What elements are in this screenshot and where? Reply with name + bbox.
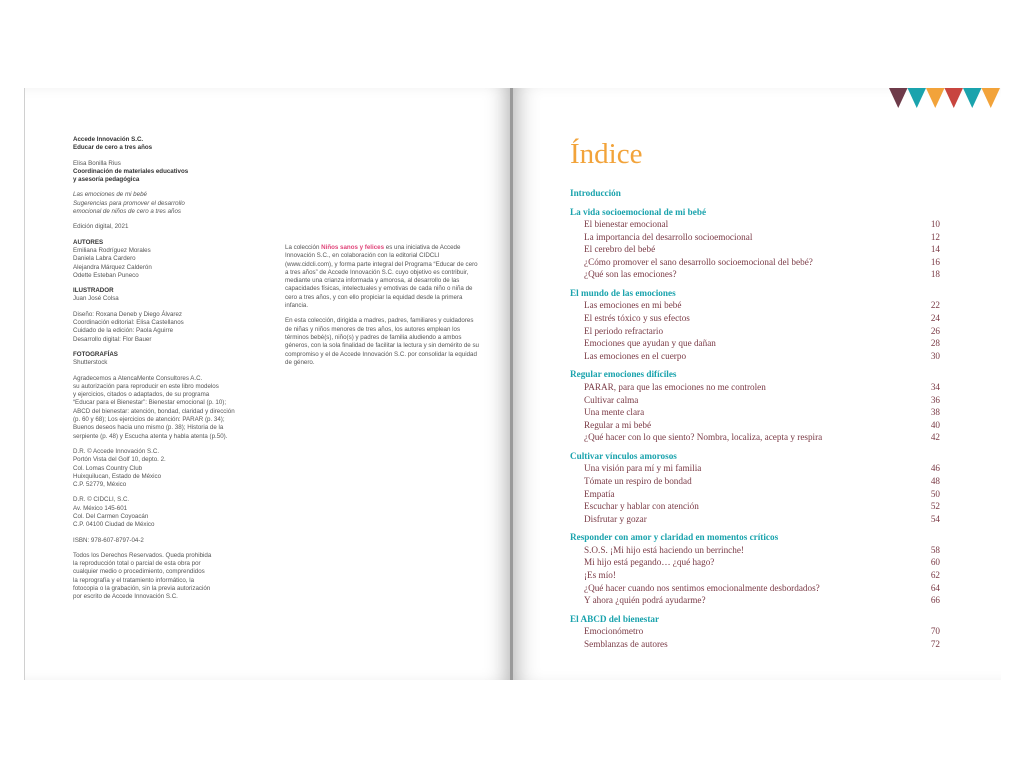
isbn: ISBN: 978-607-8797-04-2 xyxy=(73,536,144,544)
toc-entry-page: 54 xyxy=(930,513,940,524)
credit-line: su autorización para reproducir en este libro modelos xyxy=(73,382,219,390)
toc-entry-label: Semblanzas de autores xyxy=(584,638,668,649)
photos-heading: FOTOGRAFÍAS xyxy=(73,350,118,358)
toc-entry-label: Mi hijo está pegando… ¿qué hago? xyxy=(584,557,715,568)
toc-entry-page: 24 xyxy=(930,313,940,324)
toc-entry[interactable] xyxy=(570,218,940,231)
edition: Edición digital, 2021 xyxy=(73,223,129,231)
credit-line: ABCD del bienestar: atención, bondad, claridad y dirección xyxy=(73,407,235,415)
book-subtitle: Sugerencias para promover el desarrollo xyxy=(73,199,185,207)
credit-line: Daniela Labra Cardero xyxy=(73,255,136,263)
toc-entry[interactable] xyxy=(570,582,940,595)
photos-credit: Shutterstock xyxy=(73,359,108,367)
toc-entry[interactable] xyxy=(570,419,940,432)
credit-line: Av. México 145-601 xyxy=(73,504,128,512)
credit-line: Coordinación editorial: Elisa Castellanos xyxy=(73,319,184,327)
program-name: Educar de cero a tres años xyxy=(73,144,153,152)
credit-line: D.R. © CIDCLI, S.C. xyxy=(73,496,130,504)
toc-entry[interactable] xyxy=(570,243,940,256)
toc-entry[interactable] xyxy=(570,325,940,338)
toc-entry-label: Tómate un respiro de bondad xyxy=(584,476,692,486)
credit-line: la reprografía y el tratamiento informático, la xyxy=(73,576,195,584)
toc-entry-label: Emociones que ayudan y que dañan xyxy=(584,338,716,349)
credit-line: Emiliana Rodríguez Morales xyxy=(73,246,151,254)
credit-line: Huixquilucan, Estado de México xyxy=(73,472,162,480)
credit-line: D.R. © Accede Innovación S.C. xyxy=(73,447,160,455)
toc-entry[interactable] xyxy=(570,431,940,444)
collection-text: es una iniciativa de Accede Innovación S.C., en colaboración con la editorial CIDCLI (www.cidcli.com), y forma parte integral del Programa “Educar de cero a tres años” de Accede Innovación S.C. cuyo objetivo es contribuir, mediante una crianza informada y amorosa, al desarrollo de las capacidades físicas, intelectuales y emotivas de cada niño o niña de cero a tres años, y con ello propiciar la equidad desde la primera infancia. xyxy=(285,244,478,310)
toc-entry-label: El periodo refractario xyxy=(584,325,664,336)
toc-entry[interactable] xyxy=(570,462,940,475)
credit-line: Odette Esteban Puneco xyxy=(73,271,139,279)
toc-entry[interactable] xyxy=(570,513,940,526)
credit-line: (p. 60 y 68); Los ejercicios de atención: PARAR (p. 34); xyxy=(73,416,225,424)
credit-line: Cuidado de la edición: Paola Aguirre xyxy=(73,327,174,335)
right-page xyxy=(513,88,1001,680)
collection-paragraph xyxy=(285,244,480,310)
left-page xyxy=(24,88,512,680)
credit-line: la reproducción total o parcial de esta obra por xyxy=(73,560,201,568)
credit-line: Col. Lomas Country Club xyxy=(73,464,143,472)
toc-entry-page: 12 xyxy=(930,231,940,242)
credit-line: “Educar para el Bienestar”: Bienestar emocional (p. 10); xyxy=(73,399,227,407)
coordinator-role: Coordinación de materiales educativos xyxy=(73,167,189,175)
illustrator-name: Juan José Colsa xyxy=(73,295,119,303)
toc-entry-label: Una visión para mí y mi familia xyxy=(584,463,702,474)
toc-entry[interactable] xyxy=(570,594,940,607)
page-title: Índice xyxy=(570,138,643,170)
toc-entry-label: ¡Es mío! xyxy=(584,570,616,581)
toc-entry-label: Empatía xyxy=(584,488,615,499)
toc-entry-label: ¿Qué hacer con lo que siento? Nombra, localiza, acepta y respira xyxy=(584,432,823,443)
toc-entry-page: 22 xyxy=(930,300,940,311)
toc-section-heading[interactable]: El ABCD del bienestar xyxy=(570,613,660,624)
toc-entry-page: 66 xyxy=(930,595,940,606)
copyright-cidcli xyxy=(73,496,273,529)
toc-entry-label: El estrés tóxico y sus efectos xyxy=(584,313,690,324)
toc-entry-label: ¿Qué son las emociones? xyxy=(584,269,677,280)
credit-line: Alejandra Márquez Calderón xyxy=(73,263,152,271)
toc-intro[interactable]: Introducción xyxy=(570,188,621,198)
toc-entry-page: 48 xyxy=(930,476,940,486)
toc-entry-page: 60 xyxy=(930,557,940,568)
toc-entry-page: 30 xyxy=(930,350,940,361)
collection-paragraph: En esta colección, dirigida a madres, padres, familiares y cuidadores de niñas y niños menores de tres años, los autores emplean los términos bebé(s), niño(s) y padres de familia aludiendo a ambos géneros, con la sola finalidad de facilitar la lectura y sin demérito de su compromiso y el de Accede Innovación S.C. por consolidar la equidad de género. xyxy=(285,317,479,366)
collection-note xyxy=(285,244,480,367)
coordinator-role: y asesoría pedagógica xyxy=(73,176,140,184)
pennant-flag xyxy=(908,88,927,108)
toc-entry-label: S.O.S. ¡Mi hijo está haciendo un berrinche! xyxy=(584,544,744,555)
toc-entry[interactable] xyxy=(570,381,940,394)
pennant-flag xyxy=(945,88,964,108)
toc-entry-page: 14 xyxy=(930,244,940,255)
copyright-accede xyxy=(73,448,273,489)
credit-line: Buenos deseos hacia uno mismo (p. 38); Historia de la xyxy=(73,424,224,432)
credit-line: C.P. 52779, México xyxy=(73,481,127,489)
table-of-contents xyxy=(570,187,940,651)
coordinator-name: Elisa Bonilla Rius xyxy=(73,159,121,167)
book-spread xyxy=(24,88,1001,680)
toc-entry[interactable] xyxy=(570,337,940,350)
toc-entry-page: 18 xyxy=(930,269,940,280)
credit-line: por escrito de Accede Innovación S.C. xyxy=(73,593,178,601)
toc-entry-label: El bienestar emocional xyxy=(584,219,669,229)
toc-entry-page: 50 xyxy=(930,488,940,499)
toc-entry[interactable] xyxy=(570,350,940,363)
toc-entry[interactable] xyxy=(570,406,940,419)
toc-section-heading[interactable]: Cultivar vínculos amorosos xyxy=(570,450,677,461)
toc-section-heading[interactable]: El mundo de las emociones xyxy=(570,287,676,298)
credits-block xyxy=(73,136,273,602)
collection-name: Niños sanos y felices xyxy=(321,244,385,251)
org-name: Accede Innovación S.C. xyxy=(73,136,144,143)
toc-entry-label: Una mente clara xyxy=(584,407,645,418)
toc-entry-page: 10 xyxy=(930,219,940,229)
toc-entry[interactable] xyxy=(570,625,940,638)
rights-reserved xyxy=(73,552,273,602)
pennant-flag xyxy=(982,88,1001,108)
toc-entry-label: La importancia del desarrollo socioemocional xyxy=(584,231,753,242)
toc-entry-label: Emocionómetro xyxy=(584,626,644,637)
toc-entry-label: Y ahora ¿quién podrá ayudarme? xyxy=(584,595,706,606)
toc-entry-page: 42 xyxy=(930,432,940,443)
book-subtitle: emocional de niños de cero a tres años xyxy=(73,208,182,216)
toc-section-heading[interactable]: Responder con amor y claridad en momentos críticos xyxy=(570,532,779,543)
toc-entry-page: 16 xyxy=(930,256,940,267)
credit-line: serpiente (p. 48) y Escucha atenta y habla atenta (p.50). xyxy=(73,432,228,440)
toc-entry-page: 46 xyxy=(930,463,940,474)
toc-entry-page: 64 xyxy=(930,582,940,593)
credit-line: Desarrollo digital: Flor Bauer xyxy=(73,335,152,343)
toc-entry[interactable] xyxy=(570,256,940,269)
toc-entry[interactable] xyxy=(570,638,940,651)
toc-entry[interactable] xyxy=(570,556,940,569)
toc-entry-page: 34 xyxy=(930,381,940,392)
toc-section-heading[interactable]: La vida socioemocional de mi bebé xyxy=(570,206,707,217)
credit-line: C.P. 04100 Ciudad de México xyxy=(73,521,155,529)
toc-entry-page: 38 xyxy=(930,407,940,418)
book-title: Las emociones de mi bebé xyxy=(73,191,147,199)
toc-entry[interactable] xyxy=(570,268,940,281)
pennant-flag xyxy=(889,88,908,108)
toc-entry-label: Regular a mi bebé xyxy=(584,419,652,430)
toc-entry-page: 62 xyxy=(930,570,940,581)
toc-entry[interactable] xyxy=(570,488,940,501)
toc-entry[interactable] xyxy=(570,500,940,513)
toc-entry-page: 72 xyxy=(930,638,940,649)
toc-entry-label: Escuchar y hablar con atención xyxy=(584,501,699,512)
toc-entry-label: ¿Cómo promover el sano desarrollo socioemocional del bebé? xyxy=(584,256,813,267)
toc-section-heading[interactable]: Regular emociones difíciles xyxy=(570,369,677,380)
authors-heading: AUTORES xyxy=(73,238,104,246)
collection-text: La colección xyxy=(285,244,322,251)
toc-entry[interactable] xyxy=(570,231,940,244)
credit-line: Agradecemos a AtencaMente Consultores A.C. xyxy=(73,374,203,382)
toc-entry-label: ¿Qué hacer cuando nos sentimos emocionalmente desbordados? xyxy=(584,582,820,593)
credit-line: fotocopia o la grabación, sin la previa autorización xyxy=(73,585,211,593)
toc-entry[interactable] xyxy=(570,394,940,407)
illustrator-heading: ILUSTRADOR xyxy=(73,287,114,295)
pennant-banner xyxy=(889,88,1001,110)
toc-entry-label: PARAR, para que las emociones no me controlen xyxy=(584,381,766,392)
toc-entry-label: Disfrutar y gozar xyxy=(584,513,647,524)
toc-entry-page: 36 xyxy=(930,394,940,405)
toc-entry[interactable] xyxy=(570,475,940,488)
toc-entry-page: 26 xyxy=(930,325,940,336)
toc-entry[interactable] xyxy=(570,299,940,312)
toc-entry[interactable] xyxy=(570,544,940,557)
toc-entry-label: Las emociones en mi bebé xyxy=(584,300,682,311)
staff-list xyxy=(73,311,273,344)
credit-line: y ejercicios, citados o adaptados, de su programa xyxy=(73,391,210,399)
toc-entry-label: Cultivar calma xyxy=(584,394,639,405)
toc-entry-page: 58 xyxy=(930,544,940,555)
toc-entry[interactable] xyxy=(570,312,940,325)
credit-line: Portón Vista del Golf 10, depto. 2. xyxy=(73,456,166,464)
toc-entry-page: 40 xyxy=(930,419,940,430)
credit-line: cualquier medio o procedimiento, comprendidos xyxy=(73,568,205,576)
toc-entry-page: 52 xyxy=(930,501,940,512)
toc-entry-label: Las emociones en el cuerpo xyxy=(584,350,687,361)
toc-entry-page: 28 xyxy=(930,338,940,349)
toc-entry-label: El cerebro del bebé xyxy=(584,244,656,255)
toc-entry-page: 70 xyxy=(930,626,940,637)
acknowledgements xyxy=(73,375,273,441)
authors-list xyxy=(73,247,273,280)
pennant-flag xyxy=(963,88,982,108)
credit-line: Diseño: Roxana Deneb y Diego Álvarez xyxy=(73,310,183,318)
credit-line: Col. Del Carmen Coyoacán xyxy=(73,512,149,520)
toc-entry[interactable] xyxy=(570,569,940,582)
pennant-flag xyxy=(926,88,945,108)
credit-line: Todos los Derechos Reservados. Queda prohibida xyxy=(73,551,212,559)
